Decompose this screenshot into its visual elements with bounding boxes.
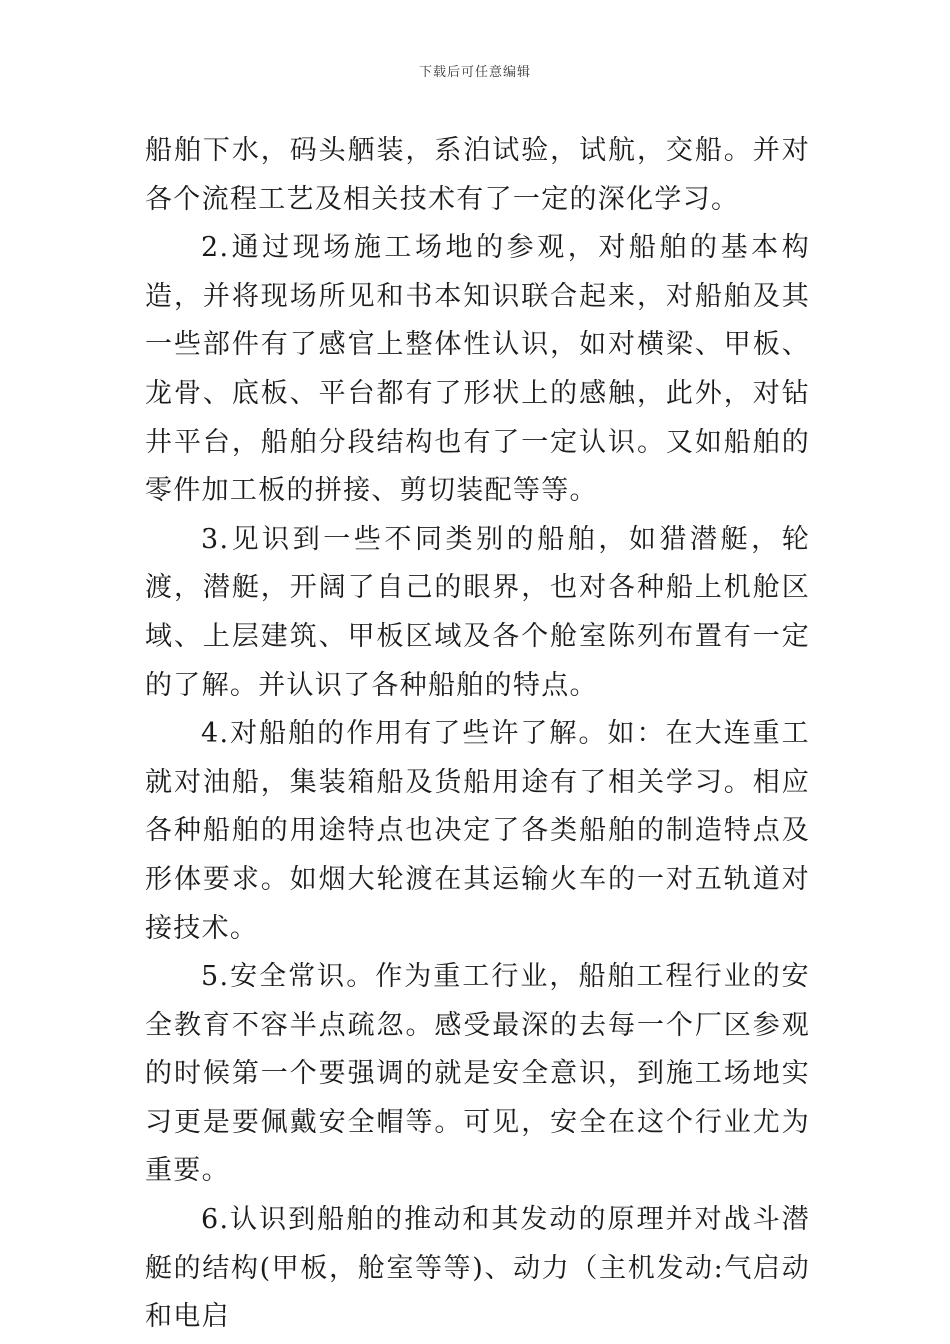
paragraph-6: 6.认识到船舶的推动和其发动的原理并对战斗潜艇的结构(甲板，舱室等等)、动力（主机发动:气启动和电启 (145, 1204, 810, 1333)
paragraph-2: 2.通过现场施工场地的参观，对船舶的基本构造，并将现场所见和书本知识联合起来，对船舶及其一些部件有了感官上整体性认识，如对横梁、甲板、龙骨、底板、平台都有了形状上的感触，此外，对钻井平台，船舶分段结构也有了一定认识。又如船舶的零件加工板的拼接、剪切装配等等。 (145, 232, 810, 507)
paragraph-1: 船舶下水，码头舾装，系泊试验，试航，交船。并对各个流程工艺及相关技术有了一定的深化学习。 (145, 135, 810, 215)
paragraph-5: 5.安全常识。作为重工行业，船舶工程行业的安全教育不容半点疏忽。感受最深的去每一个厂区参观的时候第一个要强调的就是安全意识，到施工场地实习更是要佩戴安全帽等。可见，安全在这个行业尤为重要。 (145, 961, 810, 1187)
paragraph-4: 4.对船舶的作用有了些许了解。如：在大连重工就对油船，集装箱船及货船用途有了相关学习。相应各种船舶的用途特点也决定了各类船舶的制造特点及形体要求。如烟大轮渡在其运输火车的一对五轨道对接技术。 (145, 718, 810, 944)
paragraph-3: 3.见识到一些不同类别的船舶，如猎潜艇，轮渡，潜艇，开阔了自己的眼界，也对各种船上机舱区域、上层建筑、甲板区域及各个舱室陈列布置有一定的了解。并认识了各种船舶的特点。 (145, 523, 810, 701)
page-header: 下载后可任意编辑 (418, 65, 531, 80)
document-body (145, 127, 810, 1342)
